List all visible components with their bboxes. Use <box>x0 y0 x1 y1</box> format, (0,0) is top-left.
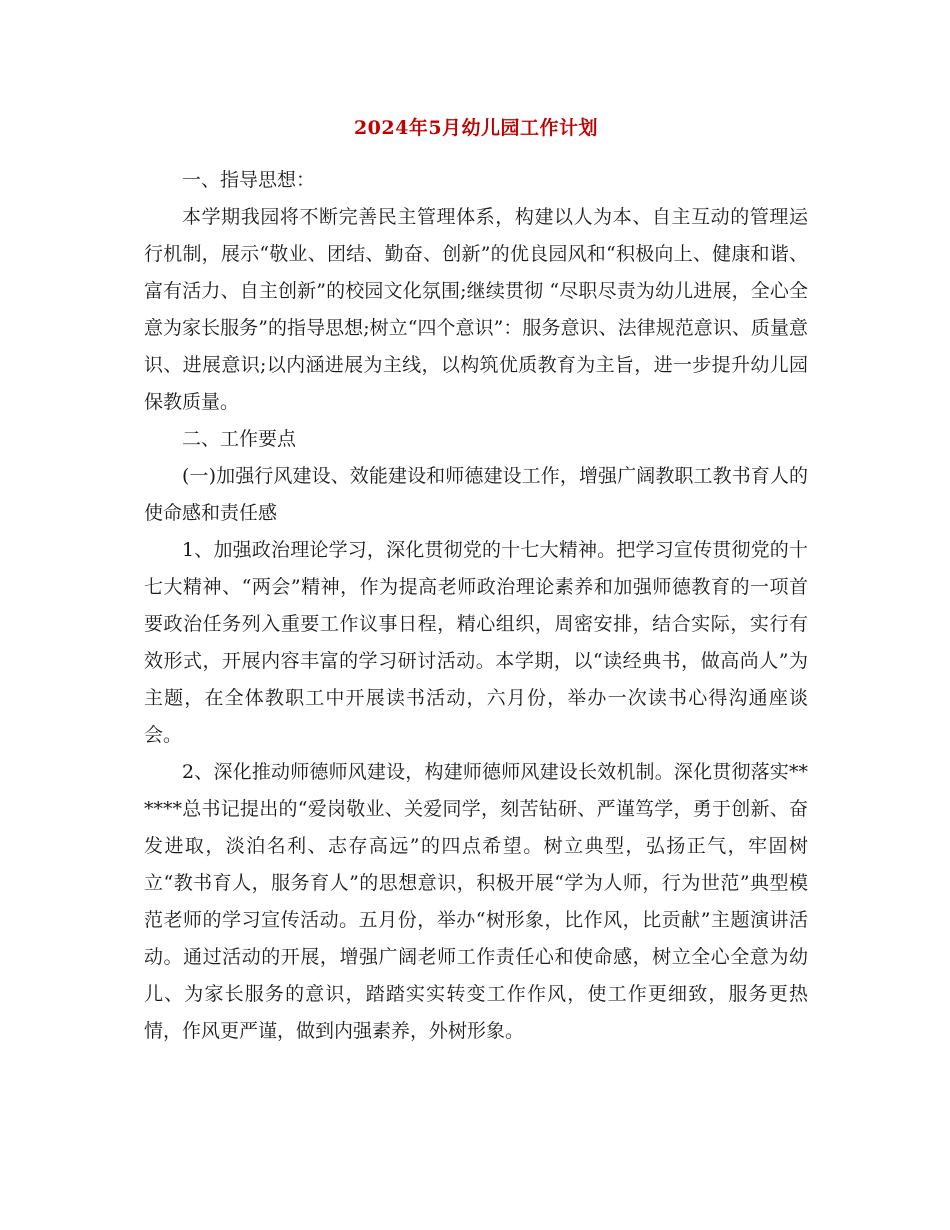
paragraph-item-1: 1、加强政治理论学习，深化贯彻党的十七大精神。把学习宣传贯彻党的十七大精神、“两会”精神，作为提高老师政治理论素养和加强师德教育的一项首要政治任务列入重要工作议事日程，精心组织，周密安排，结合实际，实行有效形式，开展内容丰富的学习研讨活动。本学期，以“读经典书，做高尚人”为主题，在全体教职工中开展读书活动，六月份，举办一次读书心得沟通座谈会。 <box>144 539 808 746</box>
section-heading-work-points: 二、工作要点 <box>182 428 297 450</box>
subsection-heading-conduct-building: (一)加强行风建设、效能建设和师德建设工作，增强广阔教职工教书育人的使命感和责任感 <box>144 465 808 524</box>
document-title: 2024年5月幼儿园工作计划 <box>353 117 599 139</box>
paragraph-item-2: 2、深化推动师德师风建设，构建师德师风建设长效机制。深化贯彻落实******总书记提出的“爱岗敬业、关爱同学，刻苦钻研、严谨笃学，勇于创新、奋发进取，淡泊名利、志存高远”的四点希望。树立典型，弘扬正气，牢固树立“教书育人，服务育人”的思想意识，积极开展“学为人师，行为世范”典型模范老师的学习宣传活动。五月份，举办“树形象，比作风，比贡献”主题演讲活动。通过活动的开展，增强广阔老师工作责任心和使命感，树立全心全意为幼儿、为家长服务的意识，踏踏实实转变工作作风，使工作更细致，服务更热情，作风更严谨，做到内强素养，外树形象。 <box>144 761 808 1042</box>
paragraph-guiding-ideology: 本学期我园将不断完善民主管理体系，构建以人为本、自主互动的管理运行机制，展示“敬业、团结、勤奋、创新”的优良园风和“积极向上、健康和谐、富有活力、自主创新”的校园文化氛围;继续贯彻 “尽职尽责为幼儿进展，全心全意为家长服务”的指导思想;树立“四个意识”：服务意识、法律规范意识、质量意识、进展意识;以内涵进展为主线，以构筑优质教育为主旨，进一步提升幼儿园保教质量。 <box>144 206 808 413</box>
section-heading-guiding-ideology: 一、指导思想： <box>182 169 316 191</box>
document-page <box>144 112 808 1050</box>
